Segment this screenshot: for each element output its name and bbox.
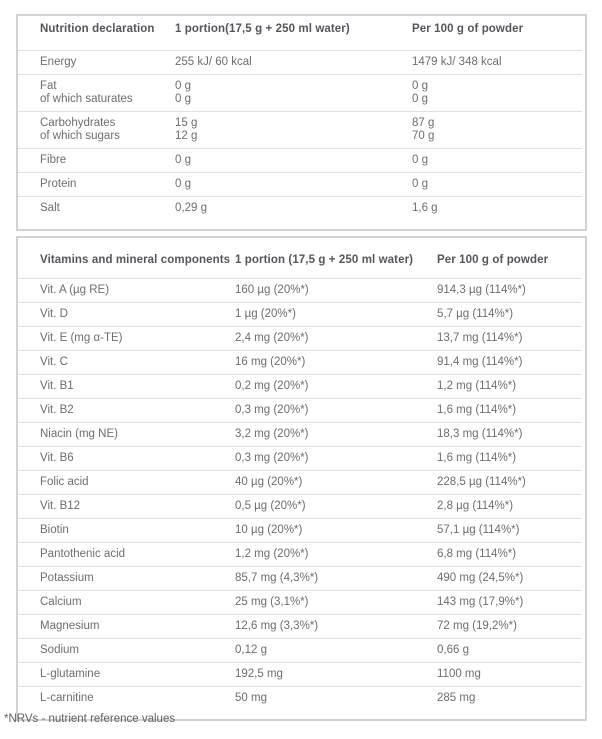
portion-value <box>175 197 412 221</box>
cell-line: 0,3 mg (20%*) <box>235 452 309 464</box>
cell-line: 40 µg (20%*) <box>235 476 303 488</box>
cell-line: 91,4 mg (114%*) <box>437 356 523 368</box>
cell-line: of which sugars <box>40 130 120 142</box>
cell-line: 6,8 mg (114%*) <box>437 548 517 560</box>
cell-line: 70 g <box>412 130 435 142</box>
per-100g-value <box>437 639 582 663</box>
cell-line: 0,3 mg (20%*) <box>235 404 309 416</box>
nutrition-declaration-body <box>18 51 582 221</box>
portion-value <box>235 543 437 567</box>
cell-line: 228,5 µg (114%*) <box>437 476 526 488</box>
nutrient-label <box>18 327 235 351</box>
portion-value <box>235 399 437 423</box>
per-100g-value <box>437 351 582 375</box>
portion-value <box>175 149 412 173</box>
per-100g-value <box>412 112 582 149</box>
per-100g-value <box>437 519 582 543</box>
per-100g-value <box>437 423 582 447</box>
nutrient-label <box>18 663 235 687</box>
per-100g-value <box>437 471 582 495</box>
cell-line: Energy <box>40 56 77 68</box>
portion-value <box>235 279 437 303</box>
nutrient-label <box>18 375 235 399</box>
nutrient-label <box>18 495 235 519</box>
cell-line: Folic acid <box>40 476 89 488</box>
portion-value <box>235 495 437 519</box>
cell-line: 255 kJ/ 60 kcal <box>175 56 252 68</box>
nutrient-label <box>18 279 235 303</box>
cell-line: Fat <box>40 80 57 92</box>
cell-line: Vit. B2 <box>40 404 74 416</box>
cell-line: 160 µg (20%*) <box>235 284 309 296</box>
nutrient-label <box>18 399 235 423</box>
portion-value <box>235 471 437 495</box>
cell-line: Vit. E (mg α-TE) <box>40 332 123 344</box>
per-100g-value <box>412 197 582 221</box>
nutrient-label <box>18 543 235 567</box>
portion-value <box>235 447 437 471</box>
nutrient-label <box>18 303 235 327</box>
cell-line: 0 g <box>175 154 191 166</box>
portion-value <box>235 591 437 615</box>
cell-line: Magnesium <box>40 620 100 632</box>
cell-line: of which saturates <box>40 93 133 105</box>
cell-line: Sodium <box>40 644 79 656</box>
nutrient-label <box>18 173 175 197</box>
per-100g-value <box>412 51 582 75</box>
nutrient-label <box>18 197 175 221</box>
cell-line: Vit. D <box>40 308 68 320</box>
table-row <box>18 75 582 112</box>
table-row <box>18 543 582 567</box>
cell-line: Vit. B12 <box>40 500 81 512</box>
vitamins-minerals-table <box>18 238 582 710</box>
nutrient-label <box>18 615 235 639</box>
nutrient-label <box>18 471 235 495</box>
vitamins-minerals-card <box>16 236 587 721</box>
column-header-per-100g: Per 100 g of powder <box>437 254 549 266</box>
nutrient-label <box>18 567 235 591</box>
nutrient-label <box>18 423 235 447</box>
table-row <box>18 375 582 399</box>
table-row <box>18 149 582 173</box>
cell-line: 12,6 mg (3,3%*) <box>235 620 319 632</box>
portion-value <box>235 351 437 375</box>
cell-line: 13,7 mg (114%*) <box>437 332 523 344</box>
cell-line: Biotin <box>40 524 69 536</box>
cell-line: Vit. B1 <box>40 380 74 392</box>
cell-line: 1 µg (20%*) <box>235 308 296 320</box>
nutrient-label <box>18 75 175 112</box>
cell-line: 143 mg (17,9%*) <box>437 596 524 608</box>
cell-line: 0 g <box>175 93 191 105</box>
cell-line: 72 mg (19,2%*) <box>437 620 517 632</box>
per-100g-value <box>437 543 582 567</box>
cell-line: 5,7 µg (114%*) <box>437 308 514 320</box>
portion-value <box>235 567 437 591</box>
table-row <box>18 495 582 519</box>
per-100g-value <box>437 303 582 327</box>
portion-value <box>235 519 437 543</box>
portion-value <box>235 687 437 711</box>
portion-value <box>235 423 437 447</box>
per-100g-value <box>437 399 582 423</box>
nutrient-label <box>18 639 235 663</box>
column-header-portion: 1 portion(17,5 g + 250 ml water) <box>175 23 350 35</box>
cell-line: 16 mg (20%*) <box>235 356 306 368</box>
table-header-row <box>18 238 582 279</box>
cell-line: 0 g <box>412 154 428 166</box>
cell-line: 0,2 mg (20%*) <box>235 380 309 392</box>
nrv-footnote: *NRVs - nutrient reference values <box>4 713 176 725</box>
cell-line: Vit. B6 <box>40 452 74 464</box>
cell-line: Fibre <box>40 154 67 166</box>
per-100g-value <box>437 447 582 471</box>
table-row <box>18 351 582 375</box>
cell-line: 57,1 µg (114%*) <box>437 524 520 536</box>
portion-value <box>175 51 412 75</box>
cell-line: 12 g <box>175 130 198 142</box>
per-100g-value <box>437 375 582 399</box>
cell-line: 285 mg <box>437 692 476 704</box>
per-100g-value <box>437 591 582 615</box>
per-100g-value <box>437 567 582 591</box>
cell-line: 1100 mg <box>437 668 481 680</box>
cell-line: 0,66 g <box>437 644 469 656</box>
cell-line: Pantothenic acid <box>40 548 126 560</box>
cell-line: 2,8 µg (114%*) <box>437 500 514 512</box>
cell-line: 15 g <box>175 117 198 129</box>
table-row <box>18 399 582 423</box>
nutrition-declaration-table <box>18 16 582 220</box>
cell-line: 10 µg (20%*) <box>235 524 303 536</box>
table-row <box>18 279 582 303</box>
nutrient-label <box>18 351 235 375</box>
per-100g-value <box>437 663 582 687</box>
cell-line: 87 g <box>412 117 435 129</box>
column-header-vitamins-minerals: Vitamins and mineral components <box>40 254 231 266</box>
nutrient-label <box>18 149 175 173</box>
cell-line: Calcium <box>40 596 82 608</box>
table-row <box>18 615 582 639</box>
per-100g-value <box>412 75 582 112</box>
table-row <box>18 423 582 447</box>
cell-line: Protein <box>40 178 77 190</box>
cell-line: Carbohydrates <box>40 117 116 129</box>
table-row <box>18 567 582 591</box>
table-row <box>18 173 582 197</box>
cell-line: 1,2 mg (20%*) <box>235 548 309 560</box>
cell-line: 25 mg (3,1%*) <box>235 596 309 608</box>
nutrient-label <box>18 447 235 471</box>
cell-line: Salt <box>40 202 60 214</box>
table-row <box>18 639 582 663</box>
per-100g-value <box>437 615 582 639</box>
nutrition-declaration-card <box>16 14 587 231</box>
column-header-portion: 1 portion (17,5 g + 250 ml water) <box>235 254 414 266</box>
cell-line: 0,29 g <box>175 202 207 214</box>
table-row <box>18 447 582 471</box>
table-row <box>18 197 582 221</box>
table-header-row <box>18 16 582 51</box>
column-header-nutrition-declaration: Nutrition declaration <box>40 23 155 35</box>
cell-line: L-glutamine <box>40 668 101 680</box>
cell-line: 0,12 g <box>235 644 267 656</box>
table-row <box>18 687 582 711</box>
cell-line: 1,6 mg (114%*) <box>437 404 517 416</box>
portion-value <box>235 663 437 687</box>
cell-line: Vit. A (µg RE) <box>40 284 110 296</box>
cell-line: 0,5 µg (20%*) <box>235 500 306 512</box>
cell-line: 18,3 mg (114%*) <box>437 428 523 440</box>
cell-line: Vit. C <box>40 356 68 368</box>
cell-line: 85,7 mg (4,3%*) <box>235 572 319 584</box>
cell-line: 0 g <box>175 80 191 92</box>
portion-value <box>235 615 437 639</box>
cell-line: 3,2 mg (20%*) <box>235 428 309 440</box>
nutrient-label <box>18 519 235 543</box>
cell-line: Niacin (mg NE) <box>40 428 118 440</box>
per-100g-value <box>437 279 582 303</box>
cell-line: 2,4 mg (20%*) <box>235 332 309 344</box>
table-row <box>18 471 582 495</box>
cell-line: 0 g <box>412 80 428 92</box>
table-row <box>18 112 582 149</box>
table-row <box>18 51 582 75</box>
portion-value <box>175 75 412 112</box>
portion-value <box>235 639 437 663</box>
portion-value <box>235 375 437 399</box>
table-row <box>18 519 582 543</box>
nutrient-label <box>18 112 175 149</box>
per-100g-value <box>437 495 582 519</box>
per-100g-value <box>437 687 582 711</box>
table-row <box>18 663 582 687</box>
per-100g-value <box>412 173 582 197</box>
cell-line: 50 mg <box>235 692 267 704</box>
per-100g-value <box>437 327 582 351</box>
per-100g-value <box>412 149 582 173</box>
cell-line: L-carnitine <box>40 692 94 704</box>
cell-line: Potassium <box>40 572 94 584</box>
portion-value <box>235 327 437 351</box>
nutrient-label <box>18 687 235 711</box>
portion-value <box>175 112 412 149</box>
cell-line: 1479 kJ/ 348 kcal <box>412 56 502 68</box>
cell-line: 1,6 g <box>412 202 438 214</box>
vitamins-minerals-body <box>18 279 582 711</box>
cell-line: 1,2 mg (114%*) <box>437 380 517 392</box>
column-header-per-100g: Per 100 g of powder <box>412 23 524 35</box>
cell-line: 0 g <box>412 178 428 190</box>
cell-line: 0 g <box>175 178 191 190</box>
cell-line: 0 g <box>412 93 428 105</box>
cell-line: 1,6 mg (114%*) <box>437 452 517 464</box>
nutrient-label <box>18 51 175 75</box>
nutrient-label <box>18 591 235 615</box>
cell-line: 490 mg (24,5%*) <box>437 572 524 584</box>
portion-value <box>235 303 437 327</box>
table-row <box>18 327 582 351</box>
table-row <box>18 303 582 327</box>
portion-value <box>175 173 412 197</box>
cell-line: 914,3 µg (114%*) <box>437 284 526 296</box>
table-row <box>18 591 582 615</box>
cell-line: 192,5 mg <box>235 668 283 680</box>
